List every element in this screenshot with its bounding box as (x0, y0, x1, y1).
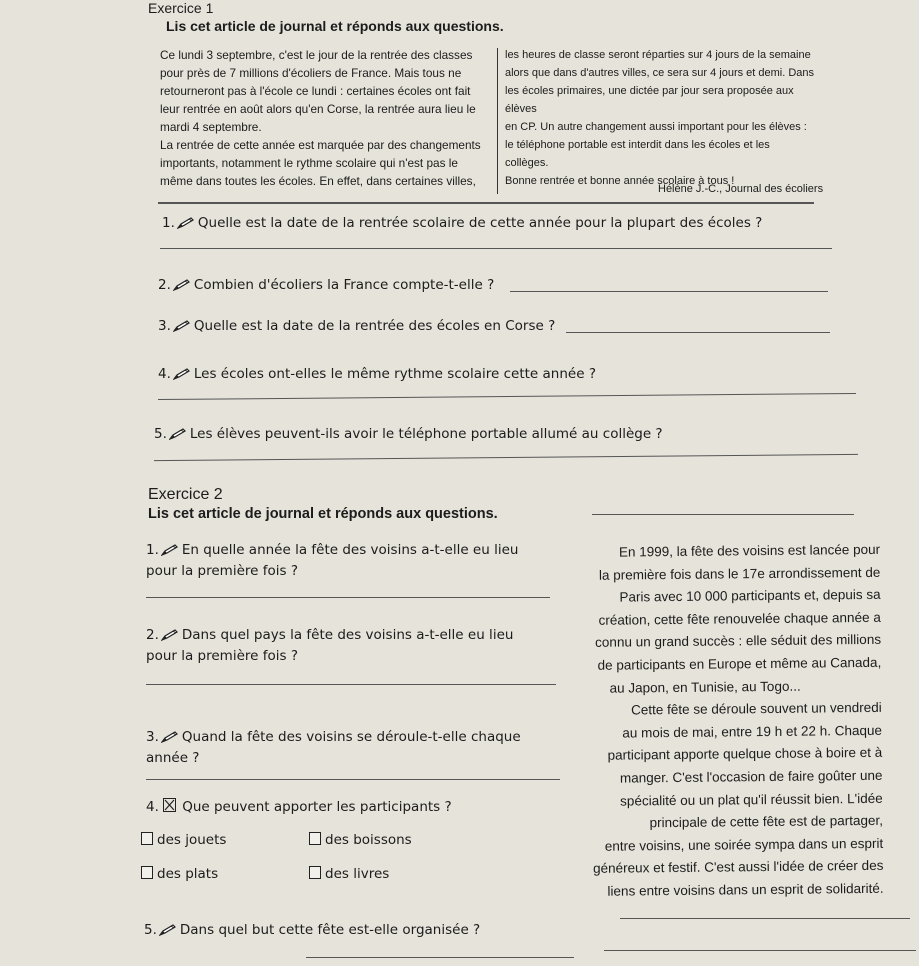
checkbox[interactable] (141, 866, 153, 879)
exercise1-title: Exercice 1 (148, 0, 214, 16)
article-line: leur rentrée en août alors qu'en Corse, la rentrée aura lieu le (160, 102, 476, 116)
question-text: Quelle est la date de la rentrée des écoles en Corse ? (193, 318, 556, 334)
answer-line[interactable] (158, 393, 856, 400)
question-number: 2. (146, 627, 159, 643)
answer-line[interactable] (604, 950, 916, 951)
article-left-column (160, 46, 490, 190)
question-number: 5. (154, 426, 167, 442)
exercise2-title: Exercice 2 (148, 486, 223, 503)
question-text: pour la première fois ? (146, 563, 298, 579)
ex1-question-4 (158, 366, 596, 382)
article-line: Bonne rentrée et bonne année scolaire à tous ! (505, 175, 735, 187)
question-text: Dans quel pays la fête des voisins a-t-elle eu lieu (181, 627, 514, 643)
option-des-livres[interactable] (309, 866, 389, 882)
ex1-question-3 (158, 318, 555, 334)
answer-line[interactable] (566, 332, 830, 333)
option-label: des jouets (157, 832, 227, 848)
question-number: 1. (162, 215, 175, 231)
exercise2-article (578, 539, 884, 904)
multiple-choice-icon (163, 798, 176, 812)
question-text: Que peuvent apporter les participants ? (182, 799, 452, 815)
ex2-question-1 (146, 540, 566, 582)
article-line: La rentrée de cette année est marquée par des changements (160, 138, 481, 152)
question-number: 2. (158, 277, 171, 293)
option-des-plats[interactable] (141, 866, 218, 882)
exercise2-instruction: Lis cet article de journal et réponds aux questions. (148, 506, 498, 522)
ex2-question-3 (146, 727, 576, 769)
article-line: participant apporte quelque chose à boire et à (607, 745, 883, 764)
question-number: 3. (146, 729, 159, 745)
article-line: entre voisins, une soirée sympa dans un esprit (604, 835, 884, 854)
answer-line[interactable] (146, 779, 560, 780)
article-line: retourneront pas à l'école ce lundi : certaines écoles ont fait (160, 84, 471, 98)
article-line: le téléphone portable est interdit dans les écoles et les collèges. (505, 139, 770, 169)
pencil-icon (161, 731, 178, 743)
answer-line[interactable] (160, 248, 832, 249)
question-text: pour la première fois ? (146, 648, 298, 664)
pencil-icon (173, 368, 190, 380)
answer-line[interactable] (592, 514, 854, 515)
answer-line[interactable] (146, 684, 556, 685)
ex1-question-1 (162, 215, 762, 231)
question-number: 4. (146, 799, 159, 815)
article-signature: Hélène J.-C., Journal des écoliers (658, 183, 824, 195)
ex2-question-5 (144, 922, 480, 938)
answer-line[interactable] (154, 454, 858, 461)
checkbox[interactable] (141, 832, 153, 845)
article-line: liens entre voisins dans un esprit de solidarité. (607, 880, 884, 899)
article-line: alors que dans d'autres villes, ce sera sur 4 jours et demi. Dans (505, 67, 815, 79)
column-divider (497, 48, 498, 194)
article-line: principale de cette fête est de partager, (649, 812, 884, 831)
article-line: les écoles primaires, une dictée par jour sera proposée aux élèves (505, 85, 794, 115)
article-line: Paris avec 10 000 participants et, depuis sa (619, 587, 881, 605)
answer-line[interactable] (146, 597, 550, 598)
article-line: spécialité ou un plat qu'il réussit bien. L'idée (620, 790, 883, 809)
ex1-question-5 (154, 426, 663, 442)
option-label: des boissons (325, 832, 412, 848)
article-line: manger. C'est l'occasion de faire goûter une (619, 767, 883, 786)
question-number: 4. (158, 366, 171, 382)
question-text: En quelle année la fête des voisins a-t-elle eu lieu (181, 542, 519, 558)
option-label: des plats (157, 866, 219, 882)
pencil-icon (159, 924, 176, 936)
question-text: Combien d'écoliers la France compte-t-elle ? (193, 277, 495, 293)
ex2-question-4 (146, 798, 452, 815)
question-text: Dans quel but cette fête est-elle organisée ? (179, 922, 481, 938)
question-text: Les écoles ont-elles le même rythme scolaire cette année ? (193, 366, 596, 382)
article-line: au mois de mai, entre 19 h et 22 h. Chaque (622, 722, 883, 741)
article-right-column (505, 46, 815, 190)
option-des-boissons[interactable] (309, 832, 412, 848)
article-line: connu un grand succès : elle séduit des millions (595, 632, 882, 651)
option-des-jouets[interactable] (141, 832, 226, 848)
question-number: 1. (146, 542, 159, 558)
article-line: même dans toutes les écoles. En effet, dans certaines villes, (160, 174, 476, 188)
checkbox[interactable] (309, 832, 321, 845)
article-line: la première fois dans le 17e arrondissement de (598, 564, 881, 583)
article-line: généreux et festif. C'est aussi l'idée de créer des (593, 858, 884, 877)
question-text: Les élèves peuvent-ils avoir le téléphone portable allumé au collège ? (189, 426, 663, 442)
exercise1-instruction: Lis cet article de journal et réponds aux questions. (166, 18, 504, 34)
pencil-icon (173, 279, 190, 291)
pencil-icon (161, 544, 178, 556)
question-number: 3. (158, 318, 171, 334)
answer-line[interactable] (620, 918, 910, 919)
option-label: des livres (325, 866, 390, 882)
article-line: mardi 4 septembre. (160, 120, 262, 134)
pencil-icon (173, 320, 190, 332)
checkbox[interactable] (309, 866, 321, 879)
question-text: année ? (146, 750, 200, 766)
question-text: Quand la fête des voisins se déroule-t-elle chaque (181, 729, 521, 745)
article-line: au Japon, en Tunisie, au Togo... (609, 678, 801, 696)
question-number: 5. (144, 922, 157, 938)
ex1-question-2 (158, 277, 494, 293)
answer-line[interactable] (306, 957, 574, 958)
article-line: en CP. Un autre changement aussi important pour les élèves : (505, 121, 807, 133)
pencil-icon (177, 217, 194, 229)
article-line: les heures de classe seront réparties sur 4 jours de la semaine (505, 49, 811, 61)
article-line: création, cette fête renouvelée chaque année a (598, 609, 881, 628)
pencil-icon (169, 428, 186, 440)
answer-line[interactable] (510, 291, 828, 292)
article-line: En 1999, la fête des voisins est lancée pour (618, 541, 881, 560)
article-line: Ce lundi 3 septembre, c'est le jour de la rentrée des classes (160, 48, 473, 62)
ex2-question-2 (146, 625, 566, 667)
article-line: importants, notamment le rythme scolaire qui n'est pas le (160, 156, 458, 170)
question-text: Quelle est la date de la rentrée scolaire de cette année pour la plupart des écoles ? (197, 215, 763, 231)
article-line: Cette fête se déroule souvent un vendredi (631, 699, 882, 718)
article-line: de participants en Europe et même au Canada, (597, 654, 882, 673)
article-line: pour près de 7 millions d'écoliers de France. Mais tous ne (160, 66, 462, 80)
pencil-icon (161, 629, 178, 641)
